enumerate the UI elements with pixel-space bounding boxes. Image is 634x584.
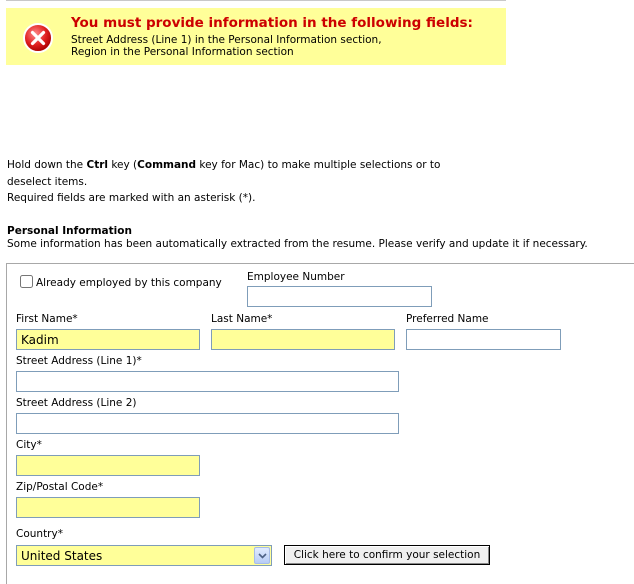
street1-input[interactable] bbox=[16, 371, 399, 392]
error-field-1: Street Address (Line 1) in the Personal Information section, bbox=[71, 34, 382, 46]
command-key-text: Command bbox=[137, 159, 197, 171]
instruction-line-2: deselect items. bbox=[7, 176, 88, 188]
instruction-line-1 bbox=[7, 159, 440, 171]
first-name-label: First Name* bbox=[16, 313, 78, 325]
instruction-text: key for Mac) to make multiple selections or to bbox=[196, 159, 441, 171]
first-name-input[interactable] bbox=[16, 329, 200, 350]
zip-input[interactable] bbox=[16, 497, 200, 518]
employee-number-label: Employee Number bbox=[247, 271, 345, 283]
zip-label: Zip/Postal Code* bbox=[16, 481, 104, 493]
country-select[interactable] bbox=[16, 545, 272, 566]
employee-number-input[interactable] bbox=[247, 286, 432, 307]
instruction-text: Hold down the bbox=[7, 159, 87, 171]
ctrl-key-text: Ctrl bbox=[86, 159, 108, 171]
error-field-2: Region in the Personal Information section bbox=[71, 46, 294, 58]
error-message-box bbox=[6, 8, 506, 65]
preferred-name-input[interactable] bbox=[406, 329, 561, 350]
city-input[interactable] bbox=[16, 455, 200, 476]
error-title: You must provide information in the following fields: bbox=[71, 15, 473, 31]
last-name-input[interactable] bbox=[211, 329, 395, 350]
personal-info-panel bbox=[6, 263, 634, 584]
country-selected-value: United States bbox=[21, 549, 103, 563]
section-title: Personal Information bbox=[7, 225, 132, 237]
preferred-name-label: Preferred Name bbox=[406, 313, 489, 325]
street1-label: Street Address (Line 1)* bbox=[16, 355, 142, 367]
already-employed-checkbox[interactable] bbox=[20, 275, 33, 288]
section-subtitle: Some information has been automatically extracted from the resume. Please verify and update it if necessary. bbox=[7, 238, 588, 250]
instruction-text: key ( bbox=[108, 159, 138, 171]
city-label: City* bbox=[16, 439, 42, 451]
country-dropdown-button[interactable] bbox=[254, 547, 270, 564]
country-label: Country* bbox=[16, 528, 63, 540]
street2-label: Street Address (Line 2) bbox=[16, 397, 137, 409]
top-divider bbox=[6, 0, 506, 1]
error-x-icon bbox=[22, 22, 54, 54]
confirm-selection-button[interactable]: Click here to confirm your selection bbox=[284, 545, 490, 565]
required-note: Required fields are marked with an asterisk (*). bbox=[7, 192, 256, 204]
chevron-down-icon bbox=[258, 553, 267, 559]
street2-input[interactable] bbox=[16, 413, 399, 434]
last-name-label: Last Name* bbox=[211, 313, 273, 325]
already-employed-label: Already employed by this company bbox=[36, 277, 222, 289]
